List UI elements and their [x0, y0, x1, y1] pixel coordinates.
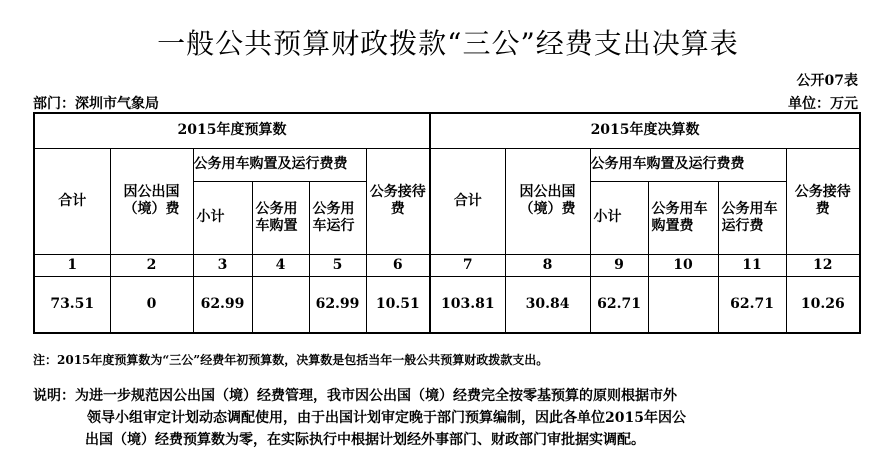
final-subtotal-header: 小计: [590, 181, 648, 254]
final-purchase-header: 公务用车购置费: [648, 181, 718, 254]
explanation-line: 说明：为进一步规范因公出国（境）经费管理，我市因公出国（境）经费完全按零基预算的原则根据市外: [33, 388, 677, 404]
column-number: 5: [309, 254, 366, 276]
final-total-header: 合计: [430, 148, 505, 254]
column-number: 3: [193, 254, 252, 276]
column-number: 9: [590, 254, 648, 276]
expense-table: [33, 112, 861, 334]
final-abroad-header: 因公出国（境）费: [505, 148, 590, 254]
final-group-header: 2015年度决算数: [430, 113, 860, 148]
budget-group-header: 2015年度预算数: [34, 113, 430, 148]
value-cell: 62.99: [193, 276, 252, 333]
form-number: 公开07表: [796, 73, 858, 89]
column-number: 2: [110, 254, 193, 276]
budget-reception-header: 公务接待费: [366, 148, 430, 254]
budget-subtotal-header: 小计: [193, 181, 252, 254]
value-cell: [648, 276, 718, 333]
value-cell: 10.26: [786, 276, 860, 333]
column-number: 7: [430, 254, 505, 276]
value-cell: 30.84: [505, 276, 590, 333]
explanation: [33, 385, 863, 451]
footnote: 注：2015年度预算数为“三公”经费年初预算数，决算数是包括当年一般公共预算财政拨款支出。: [33, 353, 549, 367]
explanation-line: 出国（境）经费预算数为零，在实际执行中根据计划经外事部门、财政部门审批据实调配。: [85, 432, 645, 448]
value-cell: 62.99: [309, 276, 366, 333]
value-cell: [252, 276, 309, 333]
header-row-categories: [34, 148, 860, 181]
header-row-groups: [34, 113, 860, 148]
value-cell: 62.71: [590, 276, 648, 333]
final-vehicle-header: 公务用车购置及运行费费: [590, 148, 786, 181]
department-label: 部门：深圳市气象局: [33, 96, 159, 112]
value-cell: 103.81: [430, 276, 505, 333]
page-title: 一般公共预算财政拨款“三公”经费支出决算表: [157, 27, 739, 60]
column-number: 12: [786, 254, 860, 276]
data-row: [34, 276, 860, 333]
column-number: 11: [718, 254, 786, 276]
column-number: 6: [366, 254, 430, 276]
value-cell: 73.51: [34, 276, 110, 333]
value-cell: 10.51: [366, 276, 430, 333]
column-number: 1: [34, 254, 110, 276]
value-cell: 62.71: [718, 276, 786, 333]
column-number: 8: [505, 254, 590, 276]
budget-vehicle-header: 公务用车购置及运行费费: [193, 148, 366, 181]
final-reception-header: 公务接待费: [786, 148, 860, 254]
column-number: 10: [648, 254, 718, 276]
budget-abroad-header: 因公出国（境）费: [110, 148, 193, 254]
final-operation-header: 公务用车运行费: [718, 181, 786, 254]
budget-purchase-header: 公务用车购置: [252, 181, 309, 254]
column-number: 4: [252, 254, 309, 276]
value-cell: 0: [110, 276, 193, 333]
unit-label: 单位：万元: [788, 96, 858, 112]
explanation-line: 领导小组审定计划动态调配使用，由于出国计划审定晚于部门预算编制，因此各单位2015年因公: [87, 410, 686, 426]
budget-operation-header: 公务用车运行: [309, 181, 366, 254]
column-number-row: [34, 254, 860, 276]
budget-total-header: 合计: [34, 148, 110, 254]
